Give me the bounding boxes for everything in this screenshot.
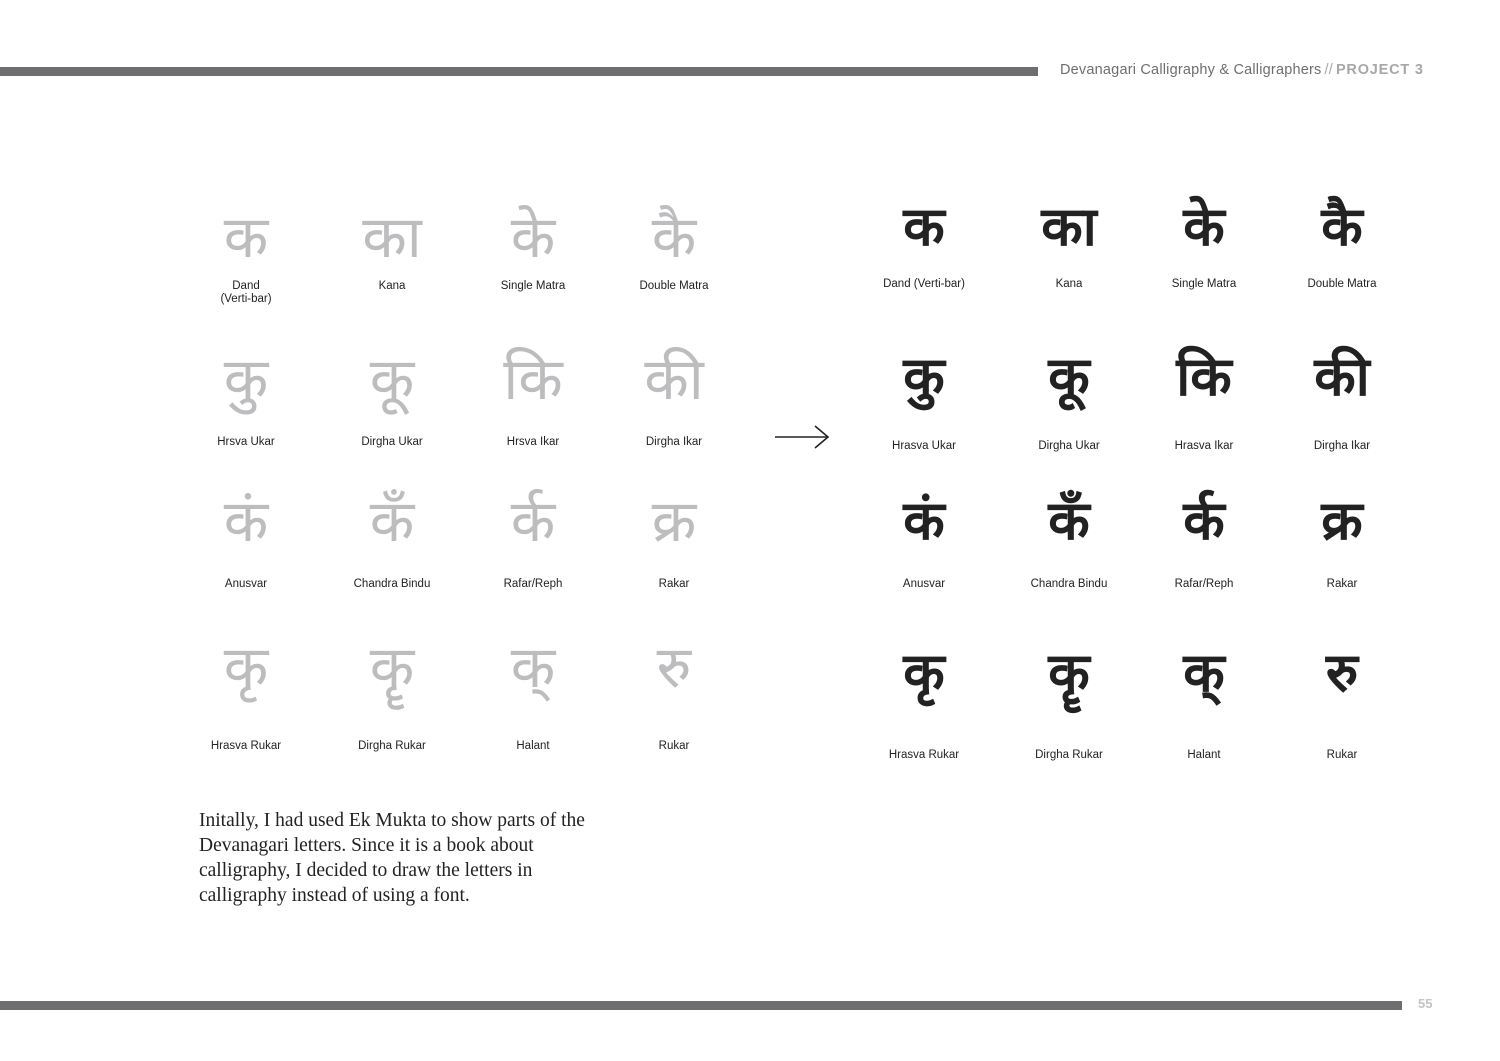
letter-glyph: [1134, 345, 1274, 408]
glyph-base: क: [369, 487, 415, 555]
letter-glyph: [999, 489, 1139, 552]
glyph-base: र्क: [510, 487, 556, 555]
letter-cell: [1134, 489, 1274, 604]
letter-label: Dirgha Ikar: [645, 436, 703, 448]
letter-label: Single Matra: [1171, 278, 1237, 290]
glyph-base: क: [903, 489, 945, 552]
letter-cell: [1272, 641, 1412, 761]
glyph-base: क: [1321, 195, 1363, 258]
letter-label: Anusvar: [224, 578, 268, 590]
letter-cell: [999, 489, 1139, 604]
letter-label: Double Matra: [1307, 278, 1377, 290]
glyph-base: क: [362, 203, 422, 271]
letter-label: Kana: [378, 280, 406, 292]
letter-glyph: [999, 641, 1139, 704]
glyph-base: रु: [656, 633, 692, 701]
letter-cell: [1134, 195, 1274, 310]
letter-label: Halant: [1187, 749, 1221, 761]
letter-cell: [854, 489, 994, 604]
glyph-base: क: [223, 633, 269, 701]
glyph-base: क: [510, 633, 556, 701]
letter-label: Rakar: [1326, 578, 1358, 590]
glyph-base: रु: [1325, 641, 1359, 704]
letter-cell: [854, 345, 994, 460]
glyph-base: क: [223, 345, 269, 413]
letter-glyph: [999, 345, 1139, 408]
letter-cell: [463, 345, 603, 460]
letter-cell: [1272, 195, 1412, 310]
letter-label: Single Matra: [500, 280, 566, 292]
letter-cell: [1134, 641, 1274, 761]
letter-label: Dand (Verti-bar): [220, 280, 272, 305]
glyph-base: क: [1176, 345, 1232, 408]
letter-glyph: [463, 487, 603, 555]
letter-cell: [463, 203, 603, 318]
letter-cell: [604, 203, 744, 318]
letter-label: Hrasva Ukar: [892, 440, 956, 452]
letter-label: Hrsva Ikar: [506, 436, 560, 448]
letter-cell: [999, 195, 1139, 310]
glyph-base: क: [369, 345, 415, 413]
letter-glyph: [1134, 641, 1274, 704]
letter-cell: [176, 633, 316, 752]
letter-glyph: [176, 345, 316, 413]
letter-cell: [854, 195, 994, 310]
letter-label: Chandra Bindu: [1030, 578, 1108, 590]
glyph-base: क: [1048, 345, 1090, 408]
letter-cell: [463, 487, 603, 602]
glyph-base: क: [1314, 345, 1370, 408]
top-rule: [0, 67, 1038, 76]
glyph-base: क: [223, 487, 269, 555]
letter-cell: [176, 203, 316, 318]
header-separator: //: [1324, 62, 1333, 78]
letter-glyph: [604, 203, 744, 271]
letter-cell: [1134, 345, 1274, 460]
body-paragraph: Initally, I had used Ek Mukta to show parts of the Devanagari letters. Since it is a book about calligraphy, I decided to draw the letters in calligraphy instead of using a font.: [199, 810, 585, 906]
letter-cell: [1272, 489, 1412, 604]
letter-label: Dirgha Rukar: [1035, 749, 1103, 761]
letter-cell: [322, 203, 462, 318]
letter-glyph: [1272, 489, 1412, 552]
glyph-base: क: [903, 641, 945, 704]
letter-cell: [322, 345, 462, 460]
letter-cell: [999, 345, 1139, 460]
letter-glyph: [463, 345, 603, 413]
letter-label: Rukar: [1326, 749, 1358, 761]
letter-label: Rafar/Reph: [1174, 578, 1234, 590]
glyph-base: क: [369, 633, 415, 701]
right-arrow-icon: [774, 424, 830, 450]
letter-cell: [1272, 345, 1412, 460]
glyph-base: क: [1048, 489, 1090, 552]
glyph-base: क: [503, 345, 563, 413]
glyph-base: क: [1041, 195, 1097, 258]
glyph-base: क्र: [651, 487, 697, 555]
letter-label: Dirgha Ukar: [361, 436, 423, 448]
letter-cell: [854, 641, 994, 761]
glyph-base: क: [1048, 641, 1090, 704]
letter-glyph: [854, 195, 994, 258]
letter-label: Dirgha Ikar: [1313, 440, 1371, 452]
letter-label: Hrsva Ukar: [217, 436, 275, 448]
letter-label: Hrasva Rukar: [888, 749, 960, 761]
glyph-base: क: [644, 345, 704, 413]
letter-glyph: [176, 633, 316, 701]
project-label: PROJECT 3: [1335, 62, 1424, 78]
letter-glyph: [176, 203, 316, 271]
letter-label: Rukar: [658, 740, 690, 752]
letter-glyph: [1134, 195, 1274, 258]
letter-glyph: [1272, 641, 1412, 704]
letter-glyph: [463, 203, 603, 271]
letter-glyph: [1134, 489, 1274, 552]
letter-cell: [176, 487, 316, 602]
glyph-base: क: [903, 345, 945, 408]
glyph-base: क: [510, 203, 556, 271]
letter-glyph: [322, 487, 462, 555]
page-number: 55: [1418, 996, 1433, 1011]
glyph-base: क: [1183, 641, 1225, 704]
letter-label: Kana: [1055, 278, 1083, 290]
letter-label: Dirgha Ukar: [1038, 440, 1100, 452]
letter-label: Dand (Verti-bar): [883, 278, 965, 290]
letter-label: Halant: [516, 740, 550, 752]
running-header: [1060, 62, 1424, 78]
letter-label: Chandra Bindu: [353, 578, 431, 590]
letter-label: Double Matra: [639, 280, 709, 292]
letter-glyph: [604, 487, 744, 555]
glyph-base: क: [903, 195, 945, 258]
glyph-base: क: [1183, 195, 1225, 258]
letter-glyph: [854, 345, 994, 408]
letter-label: Anusvar: [902, 578, 946, 590]
glyph-base: क: [651, 203, 697, 271]
letter-glyph: [1272, 345, 1412, 408]
letter-cell: [604, 487, 744, 602]
letter-cell: [604, 633, 744, 752]
letter-label: Rafar/Reph: [503, 578, 563, 590]
letter-cell: [176, 345, 316, 460]
letter-label: Rakar: [658, 578, 690, 590]
glyph-base: र्क: [1183, 489, 1225, 552]
letter-glyph: [604, 633, 744, 701]
letter-cell: [999, 641, 1139, 761]
glyph-base: क्र: [1321, 489, 1363, 552]
letter-label: Hrasva Ikar: [1174, 440, 1234, 452]
letter-glyph: [176, 487, 316, 555]
bottom-rule: [0, 1001, 1402, 1010]
letter-glyph: [604, 345, 744, 413]
letter-glyph: [854, 489, 994, 552]
letter-cell: [463, 633, 603, 752]
letter-glyph: [854, 641, 994, 704]
letter-glyph: [999, 195, 1139, 258]
letter-cell: [604, 345, 744, 460]
glyph-base: क: [223, 203, 269, 271]
letter-label: Dirgha Rukar: [358, 740, 426, 752]
letter-label: Hrasva Rukar: [210, 740, 282, 752]
letter-cell: [322, 633, 462, 752]
letter-glyph: [463, 633, 603, 701]
letter-glyph: [322, 633, 462, 701]
letter-glyph: [1272, 195, 1412, 258]
book-title: Devanagari Calligraphy & Calligraphers: [1060, 62, 1322, 78]
letter-glyph: [322, 345, 462, 413]
letter-glyph: [322, 203, 462, 271]
letter-cell: [322, 487, 462, 602]
